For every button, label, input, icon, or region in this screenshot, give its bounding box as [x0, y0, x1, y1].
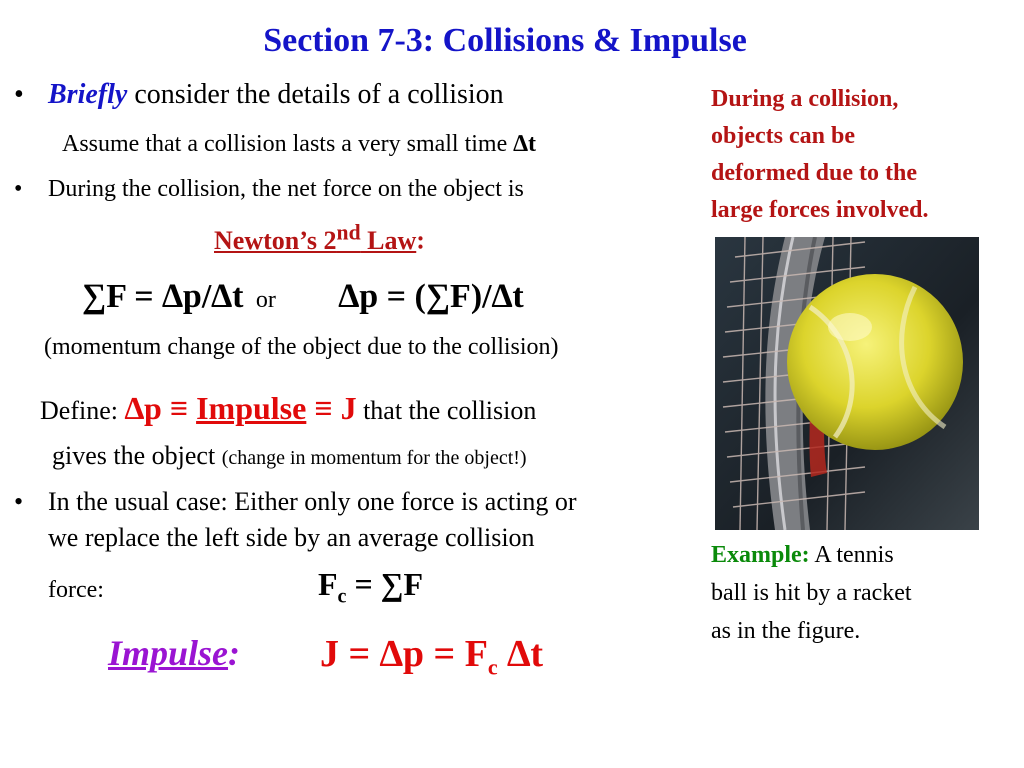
momentum-change-note: (momentum change of the object due to the collision) — [44, 334, 559, 360]
example-line-2: ball is hit by a racket — [711, 580, 912, 606]
define-impulse-line — [40, 390, 536, 427]
tennis-ball-racket-image — [715, 237, 979, 530]
example-line-1 — [711, 536, 912, 574]
example-label: Example: — [711, 542, 810, 568]
bullet-dot: • — [14, 176, 23, 202]
newton-law-label — [214, 220, 417, 255]
define-j: ≡ J — [306, 390, 357, 426]
define-rest: that the collision — [356, 396, 537, 425]
gives-object-line — [52, 441, 527, 471]
delta-t-symbol: ∆t — [513, 131, 536, 157]
impulse-label — [108, 632, 240, 674]
deform-line-1: During a collision, — [711, 86, 899, 112]
example-line-3: as in the figure. — [711, 618, 861, 644]
j-right: ∆t — [497, 633, 544, 675]
slide-title: Section 7-3: Collisions & Impulse — [263, 22, 747, 59]
usual-case-line2: we replace the left side by an average collision — [48, 523, 535, 552]
define-dp: ∆p ≡ — [124, 390, 197, 426]
assume-text: Assume that a collision lasts a very small time — [62, 131, 514, 157]
newton-equation — [82, 278, 524, 316]
j-left: J = ∆p = F — [320, 633, 488, 675]
bullet-dot: • — [14, 79, 24, 110]
define-impulse-word: Impulse — [196, 390, 307, 426]
deform-line-4: large forces involved. — [711, 197, 929, 223]
assume-line — [62, 131, 536, 158]
impulse-equation — [320, 632, 543, 681]
fc-f: F — [318, 566, 338, 602]
eq-momentum-form: ∆p = (∑F)/∆t — [338, 278, 524, 315]
bullet-net-force — [14, 176, 524, 203]
example-text-1: A tennis — [809, 542, 894, 568]
bullet-briefly-text: consider the details of a collision — [127, 79, 504, 110]
newton-label-text: Newton’s 2 — [214, 225, 337, 255]
example-text — [711, 536, 912, 650]
bullet-usual-case — [14, 487, 576, 517]
deform-line-2: objects can be — [711, 123, 855, 149]
fc-rest: = ∑F — [346, 566, 424, 602]
impulse-colon: : — [228, 633, 241, 673]
usual-case-line3: force: — [48, 577, 104, 603]
impulse-word: Impulse — [108, 633, 229, 673]
eq-force-form: ∑F = ∆p/∆t — [82, 278, 244, 315]
usual-case-line1: In the usual case: Either only one force is acting or — [48, 487, 577, 516]
gives-small-note: (change in momentum for the object!) — [221, 447, 527, 469]
j-sub: c — [487, 654, 498, 680]
newton-sup: nd — [336, 220, 361, 244]
briefly-word: Briefly — [48, 79, 128, 110]
newton-colon: : — [416, 225, 425, 255]
bullet-net-force-text: During the collision, the net force on the object is — [48, 176, 524, 202]
bullet-briefly — [14, 79, 504, 111]
tennis-ball-racket-photo — [715, 237, 979, 530]
bullet-dot: • — [14, 487, 24, 516]
define-label: Define: — [40, 396, 125, 425]
eq-or: or — [255, 287, 276, 313]
deform-line-3: deformed due to the — [711, 160, 917, 186]
gives-text: gives the object — [52, 441, 222, 470]
average-force-equation — [318, 566, 423, 608]
newton-second-law-heading — [214, 220, 425, 256]
fc-sub: c — [337, 585, 347, 608]
deformation-note — [711, 81, 929, 229]
newton-label-end: Law — [360, 225, 417, 255]
